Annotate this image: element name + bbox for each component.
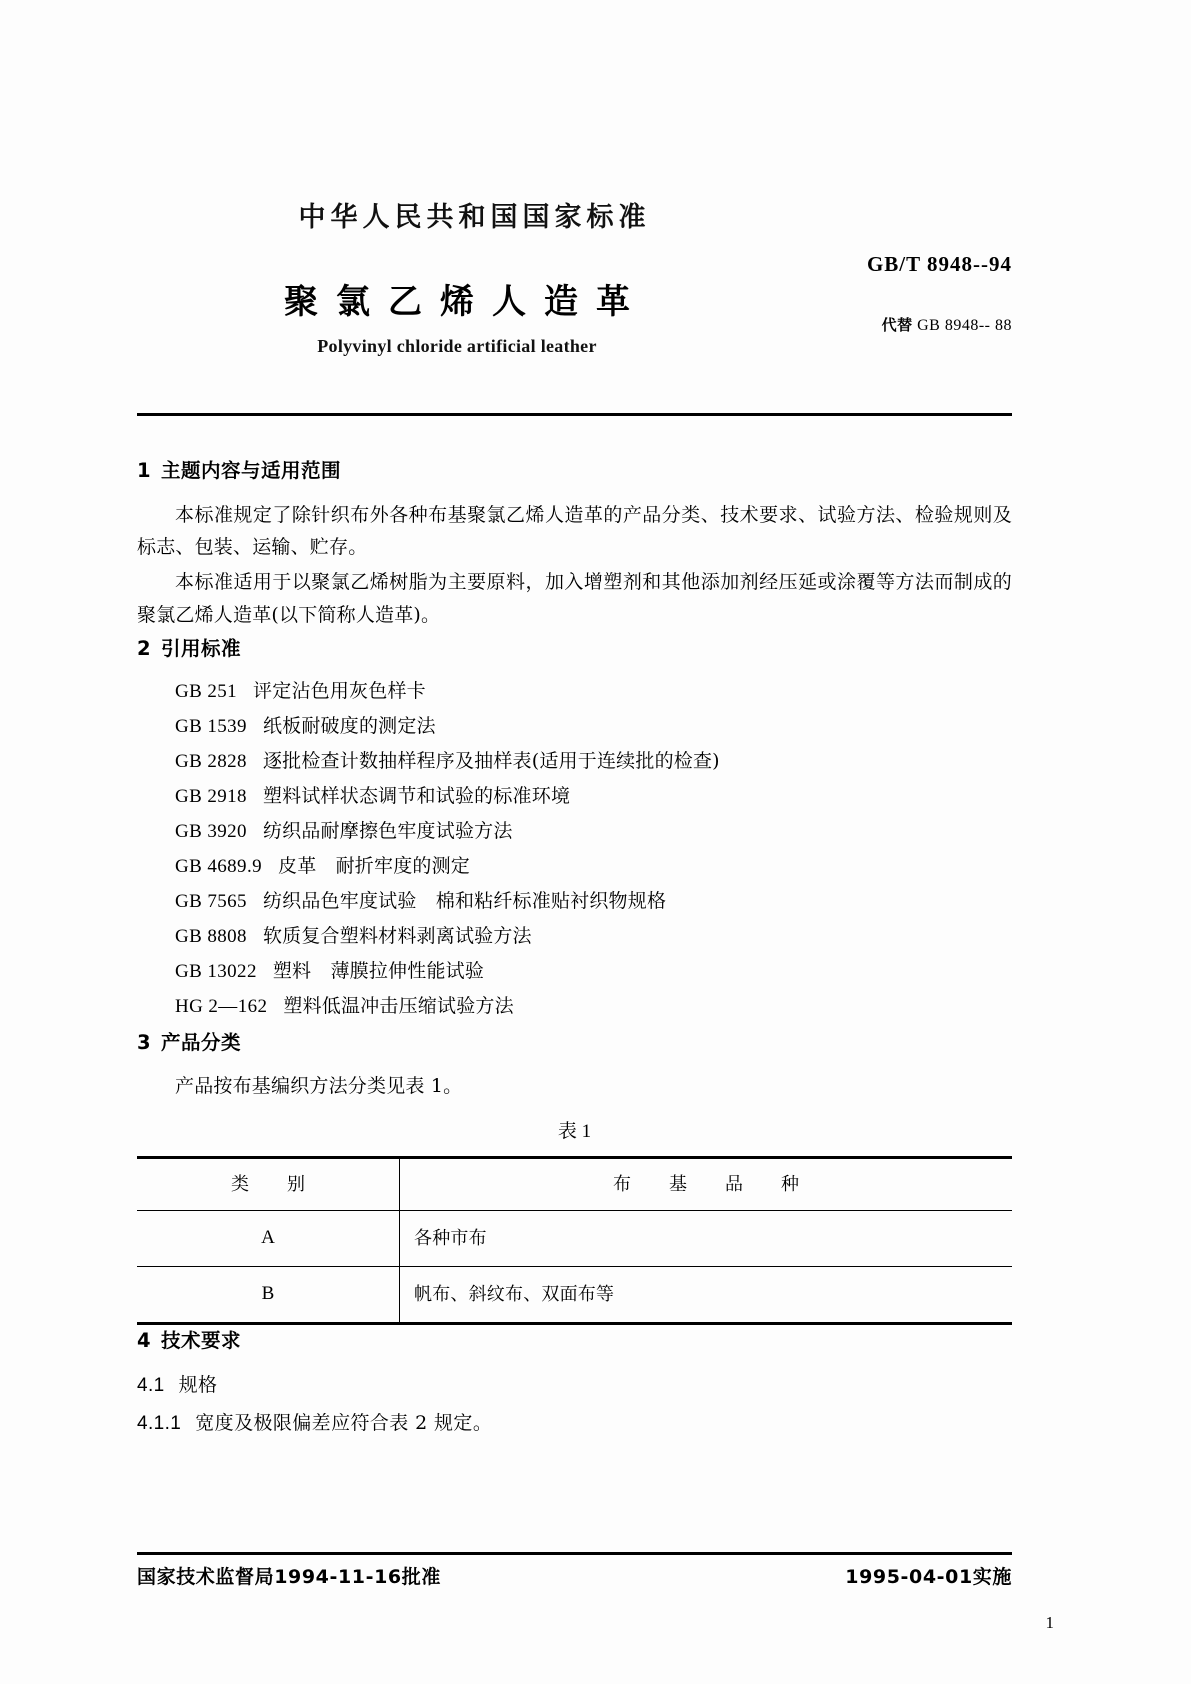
- standard-number: GB/T 8948--94: [866, 252, 1012, 276]
- approval-statement: 国家技术监督局1994-11-16批准: [137, 1566, 441, 1588]
- document-title-english: Polyvinyl chloride artificial leather: [317, 336, 597, 356]
- section-number-3: 3: [137, 1030, 152, 1054]
- reference-name: 塑料 薄膜拉伸性能试验: [272, 959, 485, 982]
- list-item: [175, 677, 1012, 707]
- reference-name: 塑料试样状态调节和试验的标准环境: [262, 784, 571, 807]
- table-cell-fabric-type: 各种市布: [400, 1211, 1013, 1267]
- reference-code: GB 2828: [175, 750, 247, 772]
- reference-code: GB 13022: [175, 960, 257, 982]
- reference-code: GB 1539: [175, 715, 247, 737]
- list-item: [175, 992, 1012, 1022]
- effective-date: 1995-04-01实施: [845, 1566, 1012, 1588]
- footer-divider: [137, 1552, 1012, 1555]
- replaced-standard-number: GB 8948-- 88: [917, 317, 1012, 334]
- section-heading-3: [137, 1027, 1012, 1059]
- section-title-1: 主题内容与适用范围: [161, 459, 342, 482]
- reference-name: 塑料低温冲击压缩试验方法: [283, 994, 514, 1017]
- page-number: 1: [1045, 1613, 1054, 1632]
- table-header-row: [137, 1157, 1012, 1210]
- reference-name: 纺织品耐摩擦色牢度试验方法: [262, 819, 513, 842]
- reference-standards-list: [137, 677, 1012, 1022]
- clause-number: 4.1.1: [137, 1412, 182, 1434]
- table-row: [137, 1266, 1012, 1323]
- table-header-fabric-type: 布 基 品 种: [400, 1157, 1013, 1210]
- section-number-1: 1: [137, 459, 152, 482]
- reference-name: 软质复合塑料材料剥离试验方法: [262, 924, 532, 947]
- reference-code: GB 4689.9: [175, 855, 262, 877]
- clause-number: 4.1: [137, 1375, 165, 1397]
- reference-code: GB 3920: [175, 820, 247, 842]
- reference-name: 评定沾色用灰色样卡: [253, 679, 426, 702]
- clause-text: 宽度及极限偏差应符合表 2 规定。: [195, 1411, 493, 1434]
- header-divider: [137, 413, 1012, 416]
- reference-name: 纸板耐破度的测定法: [262, 714, 436, 737]
- section-1-paragraph-2: 本标准适用于以聚氯乙烯树脂为主要原料，加入增塑剂和其他添加剂经压延或涂覆等方法而制成的聚氯乙烯人造革(以下简称人造革)。: [137, 570, 1012, 626]
- table-1-caption: 表 1: [557, 1121, 592, 1143]
- section-title-3: 产品分类: [161, 1030, 242, 1054]
- section-heading-1: [137, 455, 1012, 487]
- list-item: [175, 817, 1012, 847]
- replaced-standard-prefix: 代替: [881, 316, 913, 334]
- replaced-standard: [882, 314, 1012, 335]
- reference-code: GB 251: [175, 680, 238, 702]
- document-title: 聚氯乙烯人造革: [284, 282, 648, 322]
- table-cell-category: A: [137, 1211, 400, 1267]
- section-number-4: 4: [137, 1328, 152, 1352]
- document-header: [137, 195, 1012, 384]
- document-footer: [137, 1562, 1012, 1596]
- section-3-paragraph-1: 产品按布基编织方法分类见表 1。: [175, 1075, 463, 1098]
- table-cell-category: B: [137, 1266, 400, 1323]
- document-body: [137, 455, 1012, 1446]
- section-heading-2: [137, 633, 1012, 665]
- clause-text: 规格: [178, 1374, 218, 1397]
- section-1-paragraph-1: 本标准规定了除针织布外各种布基聚氯乙烯人造革的产品分类、技术要求、试验方法、检验规则及标志、包装、运输、贮存。: [137, 503, 1012, 559]
- list-item: [175, 712, 1012, 742]
- reference-code: GB 7565: [175, 890, 247, 912]
- list-item: [175, 922, 1012, 952]
- section-number-2: 2: [137, 637, 152, 661]
- reference-name: 纺织品色牢度试验 棉和粘纤标准贴衬织物规格: [262, 889, 667, 912]
- table-header-category: 类 别: [137, 1157, 400, 1210]
- national-standard-heading: 中华人民共和国国家标准: [298, 202, 651, 233]
- list-item: [175, 957, 1012, 987]
- list-item: [175, 887, 1012, 917]
- section-title-2: 引用标准: [161, 637, 242, 661]
- classification-table: [137, 1156, 1012, 1325]
- clause-4-1: [137, 1370, 1012, 1402]
- list-item: [175, 782, 1012, 812]
- reference-code: GB 2918: [175, 785, 247, 807]
- table-cell-fabric-type: 帆布、斜纹布、双面布等: [400, 1266, 1013, 1323]
- clause-4-1-1: [137, 1408, 1012, 1440]
- title-row: [137, 252, 1012, 384]
- reference-name: 逐批检查计数抽样程序及抽样表(适用于连续批的检查): [262, 749, 720, 772]
- reference-code: GB 8808: [175, 925, 247, 947]
- section-title-4: 技术要求: [161, 1328, 242, 1352]
- list-item: [175, 747, 1012, 777]
- reference-code: HG 2—162: [175, 995, 268, 1017]
- reference-name: 皮革 耐折牢度的测定: [278, 854, 471, 877]
- section-heading-4: [137, 1325, 1012, 1357]
- table-row: [137, 1211, 1012, 1267]
- list-item: [175, 852, 1012, 882]
